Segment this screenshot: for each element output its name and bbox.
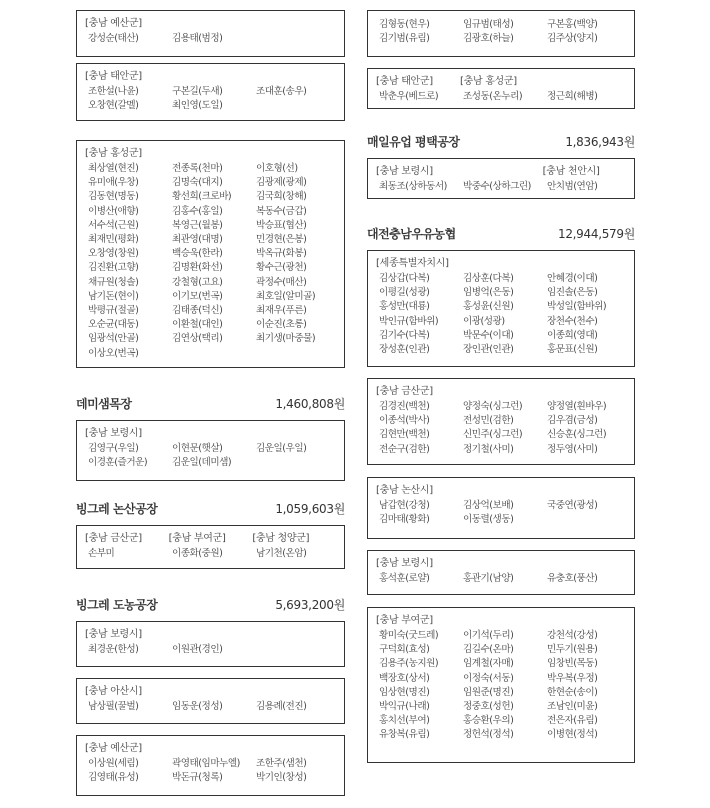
- regions-row: [85, 531, 336, 546]
- member-name: 안혜경(이대): [547, 273, 598, 284]
- member-name: 정근희(해병): [547, 91, 598, 102]
- member-name: 임창빈(목동): [547, 658, 598, 670]
- member-name: 이평길(성광): [379, 287, 430, 299]
- member-name: 최재민(평화): [88, 234, 139, 246]
- member-name: 박익규(나래): [379, 701, 430, 713]
- member-name: 신승훈(싱그런): [547, 429, 607, 441]
- group-box-boryeong: [367, 550, 635, 595]
- member-name: 김기범(유림): [379, 33, 430, 45]
- member-name: 이동렬(생동): [463, 514, 514, 526]
- member-name: 이상오(번곡): [88, 347, 139, 359]
- group-box-hongseong: [76, 140, 345, 368]
- member-name: 김용태(범정): [172, 33, 223, 44]
- member-name: 김연상(택리): [172, 333, 223, 345]
- section-amount: 12,944,579원: [558, 226, 635, 241]
- member-name: 황미숙(굿드레): [379, 630, 439, 641]
- group-box-geumsan: [367, 378, 635, 465]
- member-name: 김동현(명동): [88, 191, 139, 203]
- member-name: 최인영(도일): [172, 100, 223, 112]
- member-name: 김용례(전진): [256, 701, 307, 712]
- member-name: 최관영(대명): [172, 234, 223, 246]
- member-name: 김명환(화선): [172, 262, 223, 274]
- member-name: 장성훈(인관): [379, 344, 430, 356]
- group-box-asan: [76, 678, 345, 724]
- section-header-demisaem: [76, 394, 345, 412]
- section-title: 대전충남우유농협: [367, 226, 456, 241]
- member-name: 국중연(광성): [547, 500, 598, 511]
- member-name: 유충호(풍산): [547, 573, 598, 584]
- member-name: 정두영(사미): [547, 443, 598, 455]
- member-name: 박우복(우정): [547, 672, 598, 684]
- member-name: 이경훈(즐거운): [88, 457, 148, 469]
- member-name: 구덕회(효성): [379, 644, 430, 656]
- member-name: 전성민(검한): [463, 415, 514, 427]
- member-name: 임규범(태성): [463, 19, 514, 30]
- member-name: 임진솔(은동): [547, 287, 598, 299]
- member-name: 김상억(보배): [463, 500, 514, 511]
- member-name: 김주상(양지): [547, 33, 598, 45]
- region-label: [충남 홍성군]: [460, 76, 517, 87]
- member-name: 전종록(천마): [172, 163, 223, 174]
- group-box-boryeong: [76, 621, 345, 667]
- member-name: 강성순(태산): [88, 33, 139, 44]
- member-name: 홍승환(우의): [463, 715, 514, 727]
- names-list: [88, 547, 336, 561]
- member-name: 양정숙(싱그런): [463, 401, 523, 412]
- names-list: [88, 700, 336, 714]
- member-name: 김경진(백천): [379, 401, 430, 412]
- member-name: 유창복(유림): [379, 729, 430, 741]
- member-name: 이종희(영대): [547, 329, 598, 341]
- member-name: 최기생(마중물): [256, 333, 316, 345]
- region-label: [충남 보령시]: [376, 558, 433, 569]
- member-name: 민경현(은봉): [256, 234, 307, 246]
- member-name: 오창현(갈멜): [88, 100, 139, 112]
- section-title: 매일유업 평택공장: [367, 134, 460, 149]
- section-amount: 1,836,943원: [565, 134, 635, 149]
- group-box-boryeong: [76, 420, 345, 481]
- names-list: [379, 499, 626, 527]
- member-name: 민두기(원용): [547, 644, 598, 656]
- member-name: 홍관기(남양): [463, 573, 514, 584]
- section-title: 데미샘목장: [76, 396, 132, 411]
- names-list: [88, 162, 336, 361]
- member-name: 이종화(중원): [172, 548, 223, 559]
- section-header-maeil: [367, 132, 635, 150]
- section-amount: 5,693,200원: [275, 597, 345, 612]
- member-name: 김운일(데미샘): [172, 457, 232, 469]
- names-list: [379, 629, 626, 743]
- region-label: [충남 금산군]: [85, 533, 142, 544]
- member-name: 이순진(초롱): [256, 319, 307, 331]
- member-name: 오순균(대동): [88, 319, 139, 331]
- region-label: [충남 천안시]: [542, 166, 600, 177]
- member-name: 복동수(금갑): [256, 205, 307, 217]
- section-title: 빙그레 논산공장: [76, 501, 158, 516]
- names-list: [379, 18, 626, 46]
- member-name: 김홍수(홍일): [172, 205, 223, 217]
- member-name: 김진환(고향): [88, 262, 139, 274]
- member-name: 임병억(은동): [463, 287, 514, 299]
- member-name: 박옥규(화봉): [256, 248, 307, 260]
- member-name: 전순구(검한): [379, 443, 430, 455]
- member-name: 최상열(현진): [88, 163, 139, 174]
- member-name: 박평규(절골): [88, 305, 139, 317]
- member-name: 박인규(함바위): [379, 315, 439, 327]
- member-name: 이환철(대인): [172, 319, 223, 331]
- member-name: 양정열(흰바우): [547, 401, 607, 412]
- section-title: 빙그레 도농공장: [76, 597, 158, 612]
- region-label: [충남 부여군]: [168, 533, 226, 544]
- member-name: 김상훈(다복): [463, 273, 514, 284]
- member-name: 이병산(애향): [88, 205, 139, 217]
- member-name: 김기수(다복): [379, 329, 430, 341]
- member-name: 박승표(협산): [256, 219, 307, 231]
- member-name: 박중수(상하그린): [463, 181, 531, 192]
- member-name: 최동조(상하동서): [379, 181, 447, 192]
- member-name: 유미애(우창): [88, 177, 139, 189]
- member-name: 김상갑(다복): [379, 273, 430, 284]
- group-box-continued: [367, 10, 635, 57]
- member-name: 정헌석(정석): [463, 729, 514, 741]
- member-name: 채규원(청솔): [88, 276, 139, 288]
- region-label: [충남 태안군]: [376, 76, 433, 87]
- member-name: 정기철(사미): [463, 443, 514, 455]
- group-box-taean: [76, 63, 345, 121]
- member-name: 장인관(인관): [463, 344, 514, 356]
- group-box-boryeong-cheonan: [367, 158, 635, 199]
- member-name: 박성일(함바위): [547, 301, 607, 313]
- region-label: [충남 보령시]: [376, 166, 433, 177]
- region-label: [세종특별자치시]: [376, 258, 449, 269]
- member-name: 김마태(황화): [379, 514, 430, 526]
- group-box-yesan: [76, 735, 345, 796]
- member-name: 최경운(한성): [88, 644, 139, 655]
- names-list: [88, 442, 336, 470]
- names-list: [379, 272, 626, 357]
- member-name: 이현문(햇살): [172, 443, 223, 454]
- member-name: 김현만(백천): [379, 429, 430, 441]
- section-amount: 1,059,603원: [275, 501, 345, 516]
- member-name: 김형동(현우): [379, 19, 430, 30]
- member-name: 남기돈(현이): [88, 290, 139, 302]
- member-name: 오창영(창원): [88, 248, 139, 260]
- region-label: [충남 태안군]: [85, 71, 142, 82]
- group-box-sejong: [367, 250, 635, 367]
- member-name: 박기인(창성): [256, 772, 307, 784]
- member-name: 홍문표(신원): [547, 344, 598, 356]
- member-name: 박돈규(청록): [172, 772, 223, 784]
- region-label: [충남 청양군]: [252, 533, 310, 544]
- member-name: 김광제(광제): [256, 177, 307, 189]
- member-name: 구본홍(백양): [547, 19, 598, 30]
- region-label: [충남 부여군]: [376, 615, 433, 626]
- member-name: 홍석훈(로얄): [379, 573, 430, 584]
- member-name: 김국희(창해): [256, 191, 307, 203]
- member-name: 이병현(정석): [547, 729, 598, 741]
- member-name: 이기석(두리): [463, 630, 514, 641]
- member-name: 황수근(광천): [256, 262, 307, 274]
- member-name: 홍치선(부여): [379, 715, 430, 727]
- group-box-buyeo: [367, 607, 635, 763]
- member-name: 조한주(샘천): [256, 758, 307, 769]
- member-name: 조남인(미윤): [547, 701, 598, 713]
- member-name: 남상필(꿀벌): [88, 701, 139, 712]
- names-list: [379, 572, 626, 586]
- member-name: 백승욱(한라): [172, 248, 223, 260]
- section-header-daejeon: [367, 224, 635, 242]
- region-label: [충남 보령시]: [85, 428, 142, 439]
- member-name: 김영구(우일): [88, 443, 139, 454]
- region-label: [충남 홍성군]: [85, 148, 142, 159]
- region-label: [충남 예산군]: [85, 743, 142, 754]
- member-name: 남기천(온암): [256, 548, 307, 559]
- member-name: 전은자(유림): [547, 715, 598, 727]
- member-name: 임광석(안골): [88, 333, 139, 345]
- member-name: 조대훈(송우): [256, 86, 307, 97]
- section-header-binggrae-nonsan: [76, 499, 345, 517]
- member-name: 홍성만(대룡): [379, 301, 430, 313]
- member-name: 손부미: [88, 548, 115, 559]
- member-name: 강천석(강성): [547, 630, 598, 641]
- member-name: 홍성윤(신원): [463, 301, 514, 313]
- names-list: [379, 180, 626, 194]
- group-box-multi-region: [76, 525, 345, 569]
- member-name: 남갑현(강청): [379, 500, 430, 511]
- member-name: 박문수(이대): [463, 329, 514, 341]
- names-list: [88, 85, 336, 113]
- member-name: 김용주(농지원): [379, 658, 439, 670]
- names-list: [88, 643, 336, 657]
- member-name: 곽영태(임마누엘): [172, 758, 240, 769]
- member-name: 이정숙(서동): [463, 672, 514, 684]
- member-name: 임동운(정성): [172, 701, 223, 712]
- member-name: 이원관(경인): [172, 644, 223, 655]
- member-name: 백장호(상서): [379, 672, 430, 684]
- names-list: [88, 757, 336, 785]
- member-name: 박춘우(베드로): [379, 91, 439, 102]
- member-name: 황선희(크로바): [172, 191, 232, 203]
- member-name: 김광호(하늘): [463, 33, 514, 45]
- member-name: 김태종(덕신): [172, 305, 223, 317]
- group-box-yesan: [76, 10, 345, 57]
- member-name: 조한설(나윤): [88, 86, 139, 97]
- member-name: 김영태(유성): [88, 772, 139, 784]
- member-name: 최재우(푸른): [256, 305, 307, 317]
- names-list: [379, 400, 626, 457]
- regions-row: [376, 74, 626, 89]
- member-name: 이상원(세림): [88, 758, 139, 769]
- region-label: [충남 금산군]: [376, 386, 433, 397]
- member-name: 김우겸(금성): [547, 415, 598, 427]
- member-name: 이호형(선): [256, 163, 298, 174]
- member-name: 복영근(월봉): [172, 219, 223, 231]
- member-name: 최호일(알미골): [256, 290, 316, 302]
- member-name: 강철형(고요): [172, 276, 223, 288]
- section-amount: 1,460,808원: [275, 396, 345, 411]
- region-label: [충남 논산시]: [376, 485, 433, 496]
- section-header-binggrae-donong: [76, 595, 345, 613]
- group-box-nonsan: [367, 477, 635, 539]
- group-box-taean-hongseong: [367, 68, 635, 109]
- member-name: 임계철(자매): [463, 658, 514, 670]
- member-name: 이기모(번곡): [172, 290, 223, 302]
- member-name: 김길수(온마): [463, 644, 514, 656]
- region-label: [충남 예산군]: [85, 18, 142, 29]
- member-name: 안치범(연암): [547, 181, 598, 192]
- member-name: 신민주(싱그런): [463, 429, 523, 441]
- member-name: 서수석(근원): [88, 219, 139, 231]
- member-name: 임원준(명진): [463, 686, 514, 698]
- member-name: 김명숙(대지): [172, 177, 223, 189]
- member-name: 정중호(성헌): [463, 701, 514, 713]
- names-list: [88, 32, 336, 46]
- member-name: 김운일(우일): [256, 443, 307, 454]
- region-label: [충남 보령시]: [85, 629, 142, 640]
- member-name: 곽정수(매산): [256, 276, 307, 288]
- names-list: [379, 90, 626, 104]
- member-name: 구본길(두새): [172, 86, 223, 97]
- member-name: 조성동(온누리): [463, 91, 523, 102]
- member-name: 이광(성광): [463, 315, 505, 327]
- member-name: 한현순(송이): [547, 686, 598, 698]
- member-name: 장천수(천수): [547, 315, 598, 327]
- member-name: 이종석(박사): [379, 415, 430, 427]
- member-name: 임상현(명진): [379, 686, 430, 698]
- regions-row: [376, 164, 626, 179]
- region-label: [충남 아산시]: [85, 686, 142, 697]
